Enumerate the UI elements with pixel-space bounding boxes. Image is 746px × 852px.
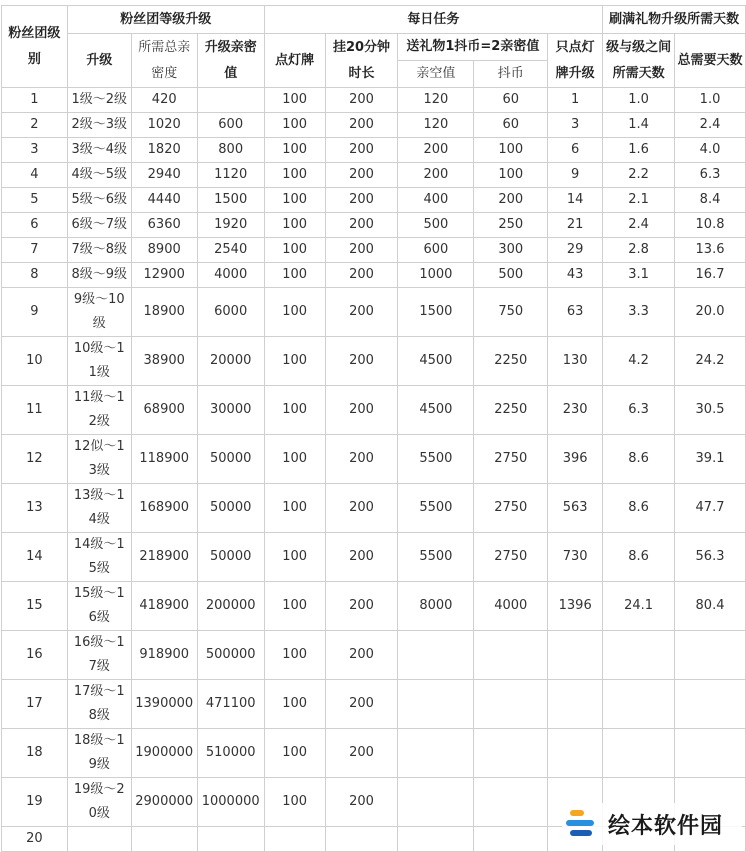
upgrade-intimacy-cell <box>197 827 264 852</box>
intimacy-value-cell: 4500 <box>398 337 474 386</box>
header-days-between: 级与级之间所需天数 <box>603 34 675 88</box>
light-badge-cell <box>264 827 325 852</box>
hang-time-cell: 200 <box>325 288 398 337</box>
total-intimacy-cell: 1820 <box>131 138 197 163</box>
dou-coin-cell: 250 <box>474 213 548 238</box>
table-row <box>2 213 746 238</box>
hang-time-cell <box>325 827 398 852</box>
upgrade-intimacy-cell: 30000 <box>197 386 264 435</box>
light-badge-cell: 100 <box>264 238 325 263</box>
level-cell: 18 <box>2 729 68 778</box>
days-between-cell: 1.6 <box>603 138 675 163</box>
light-badge-cell: 100 <box>264 288 325 337</box>
hang-time-cell: 200 <box>325 386 398 435</box>
hang-time-cell: 200 <box>325 163 398 188</box>
upgrade-cell: 18级～19级 <box>67 729 131 778</box>
total-days-cell <box>675 631 746 680</box>
upgrade-cell: 4级～5级 <box>67 163 131 188</box>
stacked-bars-logo-icon <box>562 804 602 844</box>
days-between-cell: 2.1 <box>603 188 675 213</box>
intimacy-value-cell: 1500 <box>398 288 474 337</box>
light-badge-cell: 100 <box>264 582 325 631</box>
level-cell: 9 <box>2 288 68 337</box>
intimacy-value-cell: 5500 <box>398 533 474 582</box>
hang-time-cell: 200 <box>325 435 398 484</box>
total-intimacy-cell: 218900 <box>131 533 197 582</box>
only-light-cell: 730 <box>548 533 603 582</box>
total-intimacy-cell: 6360 <box>131 213 197 238</box>
level-cell: 10 <box>2 337 68 386</box>
table-row <box>2 288 746 337</box>
total-days-cell: 30.5 <box>675 386 746 435</box>
days-between-cell <box>603 680 675 729</box>
total-intimacy-cell: 418900 <box>131 582 197 631</box>
upgrade-intimacy-cell: 1000000 <box>197 778 264 827</box>
level-cell: 11 <box>2 386 68 435</box>
upgrade-cell: 17级～18级 <box>67 680 131 729</box>
only-light-cell: 9 <box>548 163 603 188</box>
only-light-cell <box>548 729 603 778</box>
upgrade-intimacy-cell: 6000 <box>197 288 264 337</box>
total-days-cell: 80.4 <box>675 582 746 631</box>
days-between-cell: 1.0 <box>603 88 675 113</box>
light-badge-cell: 100 <box>264 213 325 238</box>
dou-coin-cell <box>474 778 548 827</box>
level-cell: 4 <box>2 163 68 188</box>
only-light-cell: 43 <box>548 263 603 288</box>
upgrade-cell: 19级～20级 <box>67 778 131 827</box>
hang-time-cell: 200 <box>325 138 398 163</box>
table-row <box>2 88 746 113</box>
table-row <box>2 680 746 729</box>
dou-coin-cell: 4000 <box>474 582 548 631</box>
total-intimacy-cell: 2900000 <box>131 778 197 827</box>
header-total-intimacy: 所需总亲密度 <box>131 34 197 88</box>
header-upgrade-group: 粉丝团等级升级 <box>67 6 264 34</box>
hang-time-cell: 200 <box>325 238 398 263</box>
dou-coin-cell: 300 <box>474 238 548 263</box>
total-intimacy-cell: 4440 <box>131 188 197 213</box>
header-hang-20min: 挂20分钟时长 <box>325 34 398 88</box>
hang-time-cell: 200 <box>325 213 398 238</box>
header-gift-days-group: 刷满礼物升级所需天数 <box>603 6 746 34</box>
only-light-cell <box>548 631 603 680</box>
total-days-cell <box>675 680 746 729</box>
total-intimacy-cell: 8900 <box>131 238 197 263</box>
dou-coin-cell: 100 <box>474 163 548 188</box>
upgrade-cell: 14级～15级 <box>67 533 131 582</box>
dou-coin-cell <box>474 631 548 680</box>
hang-time-cell: 200 <box>325 631 398 680</box>
level-cell: 7 <box>2 238 68 263</box>
header-upgrade: 升级 <box>67 34 131 88</box>
upgrade-intimacy-cell: 800 <box>197 138 264 163</box>
upgrade-intimacy-cell: 2540 <box>197 238 264 263</box>
hang-time-cell: 200 <box>325 778 398 827</box>
header-total-days: 总需要天数 <box>675 34 746 88</box>
only-light-cell: 63 <box>548 288 603 337</box>
light-badge-cell: 100 <box>264 778 325 827</box>
total-days-cell: 16.7 <box>675 263 746 288</box>
intimacy-value-cell: 8000 <box>398 582 474 631</box>
upgrade-cell: 9级～10级 <box>67 288 131 337</box>
light-badge-cell: 100 <box>264 113 325 138</box>
intimacy-value-cell: 600 <box>398 238 474 263</box>
total-intimacy-cell: 2940 <box>131 163 197 188</box>
dou-coin-cell: 750 <box>474 288 548 337</box>
total-days-cell: 47.7 <box>675 484 746 533</box>
intimacy-value-cell <box>398 827 474 852</box>
hang-time-cell: 200 <box>325 263 398 288</box>
only-light-cell <box>548 680 603 729</box>
dou-coin-cell: 2250 <box>474 337 548 386</box>
upgrade-intimacy-cell: 600 <box>197 113 264 138</box>
table-row <box>2 582 746 631</box>
light-badge-cell: 100 <box>264 337 325 386</box>
dou-coin-cell: 500 <box>474 263 548 288</box>
only-light-cell: 21 <box>548 213 603 238</box>
light-badge-cell: 100 <box>264 263 325 288</box>
total-intimacy-cell: 12900 <box>131 263 197 288</box>
dou-coin-cell: 100 <box>474 138 548 163</box>
total-intimacy-cell: 68900 <box>131 386 197 435</box>
total-days-cell: 24.2 <box>675 337 746 386</box>
level-cell: 14 <box>2 533 68 582</box>
total-intimacy-cell: 420 <box>131 88 197 113</box>
dou-coin-cell: 2750 <box>474 533 548 582</box>
total-intimacy-cell <box>131 827 197 852</box>
intimacy-value-cell <box>398 631 474 680</box>
upgrade-intimacy-cell: 200000 <box>197 582 264 631</box>
days-between-cell: 6.3 <box>603 386 675 435</box>
hang-time-cell: 200 <box>325 680 398 729</box>
total-intimacy-cell: 168900 <box>131 484 197 533</box>
dou-coin-cell <box>474 680 548 729</box>
level-cell: 6 <box>2 213 68 238</box>
table-row <box>2 386 746 435</box>
upgrade-intimacy-cell: 471100 <box>197 680 264 729</box>
upgrade-intimacy-cell: 510000 <box>197 729 264 778</box>
hang-time-cell: 200 <box>325 337 398 386</box>
total-intimacy-cell: 118900 <box>131 435 197 484</box>
table-row <box>2 263 746 288</box>
table-row <box>2 113 746 138</box>
header-upgrade-intimacy: 升级亲密值 <box>197 34 264 88</box>
total-intimacy-cell: 918900 <box>131 631 197 680</box>
days-between-cell: 1.4 <box>603 113 675 138</box>
table-row <box>2 188 746 213</box>
total-days-cell: 56.3 <box>675 533 746 582</box>
header-intimacy-value: 亲空值 <box>398 61 474 88</box>
total-intimacy-cell: 18900 <box>131 288 197 337</box>
days-between-cell: 4.2 <box>603 337 675 386</box>
level-cell: 8 <box>2 263 68 288</box>
days-between-cell: 2.2 <box>603 163 675 188</box>
total-days-cell: 1.0 <box>675 88 746 113</box>
dou-coin-cell <box>474 729 548 778</box>
days-between-cell: 3.3 <box>603 288 675 337</box>
upgrade-cell: 1级～2级 <box>67 88 131 113</box>
light-badge-cell: 100 <box>264 680 325 729</box>
upgrade-intimacy-cell: 1120 <box>197 163 264 188</box>
hang-time-cell: 200 <box>325 484 398 533</box>
dou-coin-cell: 2750 <box>474 435 548 484</box>
dou-coin-cell <box>474 827 548 852</box>
intimacy-value-cell: 5500 <box>398 435 474 484</box>
header-only-light-upgrade: 只点灯牌升级 <box>548 34 603 88</box>
upgrade-cell: 16级～17级 <box>67 631 131 680</box>
hang-time-cell: 200 <box>325 582 398 631</box>
level-cell: 13 <box>2 484 68 533</box>
upgrade-intimacy-cell: 4000 <box>197 263 264 288</box>
upgrade-intimacy-cell: 500000 <box>197 631 264 680</box>
upgrade-intimacy-cell: 50000 <box>197 533 264 582</box>
header-gift-rule: 送礼物1抖币=2亲密值 <box>398 34 548 61</box>
upgrade-cell: 2级～3级 <box>67 113 131 138</box>
total-days-cell: 4.0 <box>675 138 746 163</box>
table-row <box>2 533 746 582</box>
days-between-cell: 24.1 <box>603 582 675 631</box>
dou-coin-cell: 60 <box>474 113 548 138</box>
only-light-cell: 130 <box>548 337 603 386</box>
upgrade-intimacy-cell: 50000 <box>197 435 264 484</box>
light-badge-cell: 100 <box>264 533 325 582</box>
total-intimacy-cell: 1900000 <box>131 729 197 778</box>
days-between-cell <box>603 631 675 680</box>
upgrade-cell <box>67 827 131 852</box>
light-badge-cell: 100 <box>264 188 325 213</box>
total-days-cell <box>675 729 746 778</box>
light-badge-cell: 100 <box>264 163 325 188</box>
total-intimacy-cell: 1390000 <box>131 680 197 729</box>
light-badge-cell: 100 <box>264 88 325 113</box>
intimacy-value-cell <box>398 680 474 729</box>
upgrade-cell: 12似～13级 <box>67 435 131 484</box>
total-days-cell: 13.6 <box>675 238 746 263</box>
intimacy-value-cell: 500 <box>398 213 474 238</box>
upgrade-cell: 7级～8级 <box>67 238 131 263</box>
upgrade-cell: 6级～7级 <box>67 213 131 238</box>
upgrade-cell: 5级～6级 <box>67 188 131 213</box>
total-days-cell: 2.4 <box>675 113 746 138</box>
dou-coin-cell: 60 <box>474 88 548 113</box>
upgrade-intimacy-cell <box>197 88 264 113</box>
only-light-cell: 29 <box>548 238 603 263</box>
level-cell: 12 <box>2 435 68 484</box>
upgrade-intimacy-cell: 20000 <box>197 337 264 386</box>
level-cell: 1 <box>2 88 68 113</box>
total-intimacy-cell: 38900 <box>131 337 197 386</box>
upgrade-intimacy-cell: 50000 <box>197 484 264 533</box>
dou-coin-cell: 200 <box>474 188 548 213</box>
level-cell: 19 <box>2 778 68 827</box>
header-level: 粉丝团级别 <box>2 6 68 88</box>
days-between-cell <box>603 729 675 778</box>
intimacy-value-cell: 400 <box>398 188 474 213</box>
days-between-cell: 2.8 <box>603 238 675 263</box>
total-intimacy-cell: 1020 <box>131 113 197 138</box>
fan-club-level-table <box>1 5 746 852</box>
hang-time-cell: 200 <box>325 113 398 138</box>
level-cell: 2 <box>2 113 68 138</box>
hang-time-cell: 200 <box>325 188 398 213</box>
intimacy-value-cell: 4500 <box>398 386 474 435</box>
light-badge-cell: 100 <box>264 138 325 163</box>
total-days-cell: 39.1 <box>675 435 746 484</box>
days-between-cell: 3.1 <box>603 263 675 288</box>
days-between-cell: 8.6 <box>603 435 675 484</box>
table-row <box>2 435 746 484</box>
intimacy-value-cell <box>398 729 474 778</box>
level-cell: 15 <box>2 582 68 631</box>
hang-time-cell: 200 <box>325 729 398 778</box>
only-light-cell: 3 <box>548 113 603 138</box>
days-between-cell: 8.6 <box>603 533 675 582</box>
table-row <box>2 337 746 386</box>
header-dou-coin: 抖币 <box>474 61 548 88</box>
only-light-cell: 563 <box>548 484 603 533</box>
days-between-cell: 2.4 <box>603 213 675 238</box>
dou-coin-cell: 2250 <box>474 386 548 435</box>
watermark-text: 绘本软件园 <box>608 813 724 839</box>
level-cell: 3 <box>2 138 68 163</box>
hang-time-cell: 200 <box>325 88 398 113</box>
intimacy-value-cell: 1000 <box>398 263 474 288</box>
header-daily-tasks: 每日任务 <box>264 6 602 34</box>
only-light-cell: 1396 <box>548 582 603 631</box>
light-badge-cell: 100 <box>264 729 325 778</box>
table-row <box>2 138 746 163</box>
total-days-cell: 8.4 <box>675 188 746 213</box>
light-badge-cell: 100 <box>264 386 325 435</box>
only-light-cell: 230 <box>548 386 603 435</box>
intimacy-value-cell: 5500 <box>398 484 474 533</box>
level-cell: 20 <box>2 827 68 852</box>
upgrade-intimacy-cell: 1500 <box>197 188 264 213</box>
level-cell: 16 <box>2 631 68 680</box>
level-cell: 5 <box>2 188 68 213</box>
table-row <box>2 484 746 533</box>
hang-time-cell: 200 <box>325 533 398 582</box>
intimacy-value-cell: 120 <box>398 88 474 113</box>
watermark <box>562 803 742 845</box>
total-days-cell: 20.0 <box>675 288 746 337</box>
intimacy-value-cell: 200 <box>398 138 474 163</box>
light-badge-cell: 100 <box>264 484 325 533</box>
upgrade-cell: 10级～11级 <box>67 337 131 386</box>
upgrade-cell: 8级～9级 <box>67 263 131 288</box>
intimacy-value-cell <box>398 778 474 827</box>
upgrade-cell: 11级～12级 <box>67 386 131 435</box>
only-light-cell: 396 <box>548 435 603 484</box>
only-light-cell: 1 <box>548 88 603 113</box>
table-row <box>2 631 746 680</box>
upgrade-cell: 15级～16级 <box>67 582 131 631</box>
upgrade-cell: 13级～14级 <box>67 484 131 533</box>
light-badge-cell: 100 <box>264 631 325 680</box>
dou-coin-cell: 2750 <box>474 484 548 533</box>
table-row <box>2 163 746 188</box>
intimacy-value-cell: 120 <box>398 113 474 138</box>
header-light-badge: 点灯牌 <box>264 34 325 88</box>
total-days-cell: 10.8 <box>675 213 746 238</box>
level-cell: 17 <box>2 680 68 729</box>
table-row <box>2 729 746 778</box>
days-between-cell: 8.6 <box>603 484 675 533</box>
upgrade-intimacy-cell: 1920 <box>197 213 264 238</box>
only-light-cell: 6 <box>548 138 603 163</box>
only-light-cell: 14 <box>548 188 603 213</box>
intimacy-value-cell: 200 <box>398 163 474 188</box>
total-days-cell: 6.3 <box>675 163 746 188</box>
table-row <box>2 238 746 263</box>
light-badge-cell: 100 <box>264 435 325 484</box>
upgrade-cell: 3级～4级 <box>67 138 131 163</box>
